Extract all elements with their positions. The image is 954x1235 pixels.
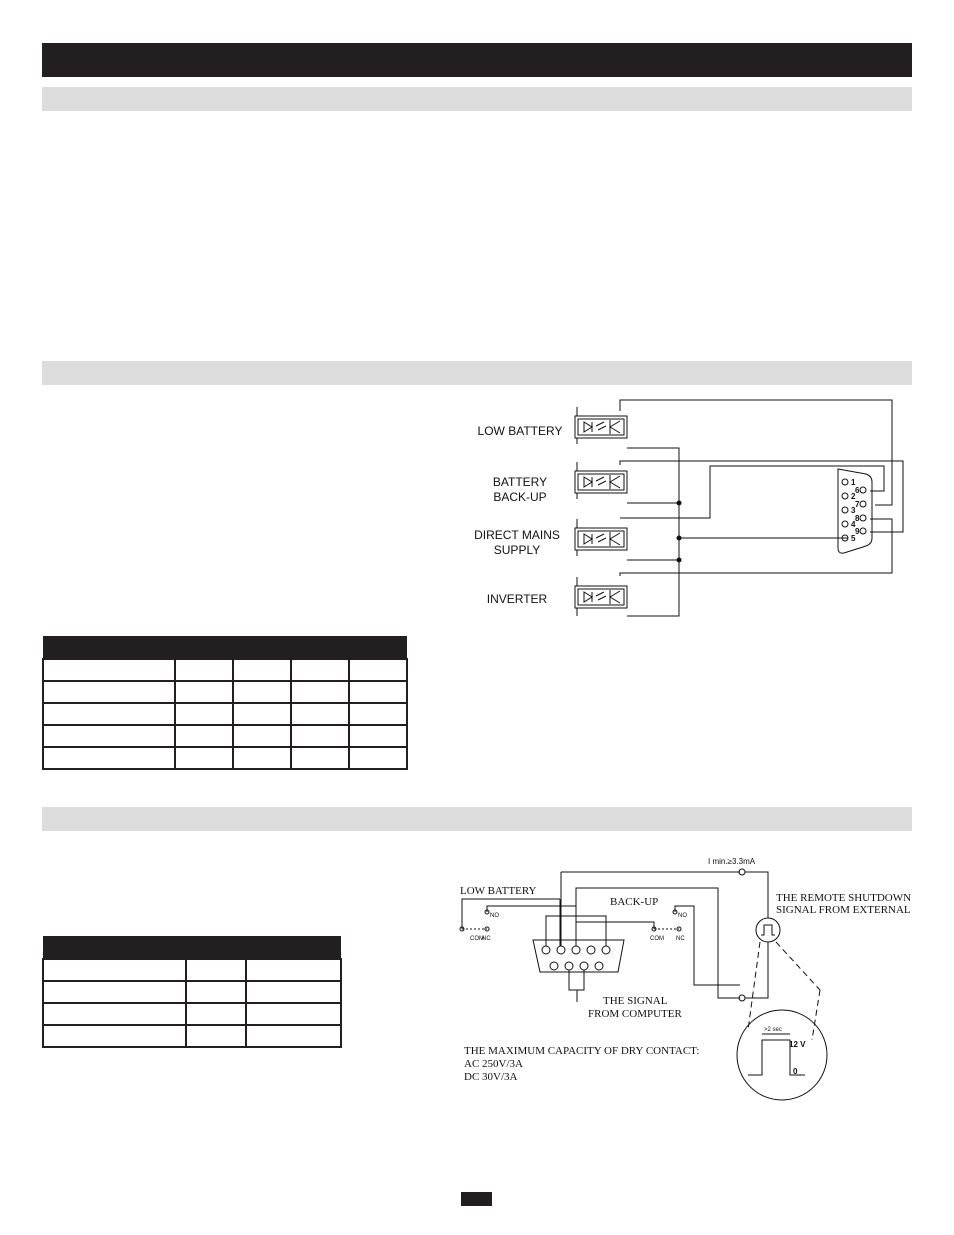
pin-label: 6 (855, 486, 860, 495)
relay-com-label: COM (650, 936, 664, 942)
capacity-label-3: DC 30V/3A (464, 1071, 518, 1083)
remote-shutdown-label-1: THE REMOTE SHUTDOWN (776, 892, 912, 904)
pin-label: 8 (855, 514, 860, 523)
table-row (43, 981, 341, 1003)
relay-no-label: NO (678, 913, 687, 919)
table-row (43, 725, 407, 747)
section-header-2 (42, 361, 912, 385)
opto-battery-backup (575, 462, 627, 499)
relay-nc-label: NC (482, 936, 491, 942)
pin-label: 2 (851, 492, 856, 501)
capacity-label-1: THE MAXIMUM CAPACITY OF DRY CONTACT: (464, 1045, 700, 1057)
current-label: I min.≥3.3mA (708, 857, 756, 866)
page-number-box (461, 1192, 492, 1206)
table-row (43, 1003, 341, 1025)
section-header-3 (42, 807, 912, 831)
pin-label: 9 (855, 527, 860, 536)
table-row (43, 681, 407, 703)
relay-no-label: NO (490, 913, 499, 919)
remote-shutdown-label-2: SIGNAL FROM EXTERNAL (776, 904, 911, 916)
label-low-battery: LOW BATTERY (477, 424, 563, 438)
label-supply: SUPPLY (493, 543, 541, 557)
opto-interface-diagram (460, 390, 920, 630)
title-bar (42, 43, 912, 77)
low-battery-label: LOW BATTERY (460, 885, 537, 897)
table-row (43, 1025, 341, 1047)
relay-nc-label: NC (676, 936, 685, 942)
table-row (43, 659, 407, 681)
table-row (43, 747, 407, 769)
table-row (43, 959, 341, 981)
pulse-low-label: 0 (793, 1067, 798, 1076)
opto-direct-mains (575, 519, 627, 556)
label-battery: BATTERY (492, 475, 548, 489)
label-direct-mains: DIRECT MAINS (474, 528, 560, 542)
back-up-label: BACK-UP (610, 896, 659, 908)
pin-label: 4 (851, 520, 856, 529)
opto-inverter (575, 577, 627, 616)
signal-label-2: FROM COMPUTER (588, 1008, 682, 1020)
table-row (43, 703, 407, 725)
capacity-label-2: AC 250V/3A (464, 1058, 523, 1070)
opto-low-battery (575, 407, 627, 444)
relay-com-label: COM (470, 936, 484, 942)
pin-label: 3 (851, 506, 856, 515)
pulse-high-label: 12 V (789, 1040, 806, 1049)
table-header-row (43, 636, 407, 659)
signal-table-2 (42, 936, 342, 1048)
label-back-up: BACK-UP (493, 490, 547, 504)
table-header-row (43, 936, 341, 959)
pulse-width-label: >2 sec (764, 1027, 782, 1033)
section-header-1 (42, 87, 912, 111)
pin-label: 7 (855, 500, 860, 509)
dry-contact-diagram (440, 845, 920, 1105)
signal-label-1: THE SIGNAL (603, 995, 668, 1007)
signal-table-1 (42, 636, 408, 770)
pin-label: 1 (851, 478, 856, 487)
pin-label: 5 (851, 534, 856, 543)
label-inverter: INVERTER (486, 592, 548, 606)
